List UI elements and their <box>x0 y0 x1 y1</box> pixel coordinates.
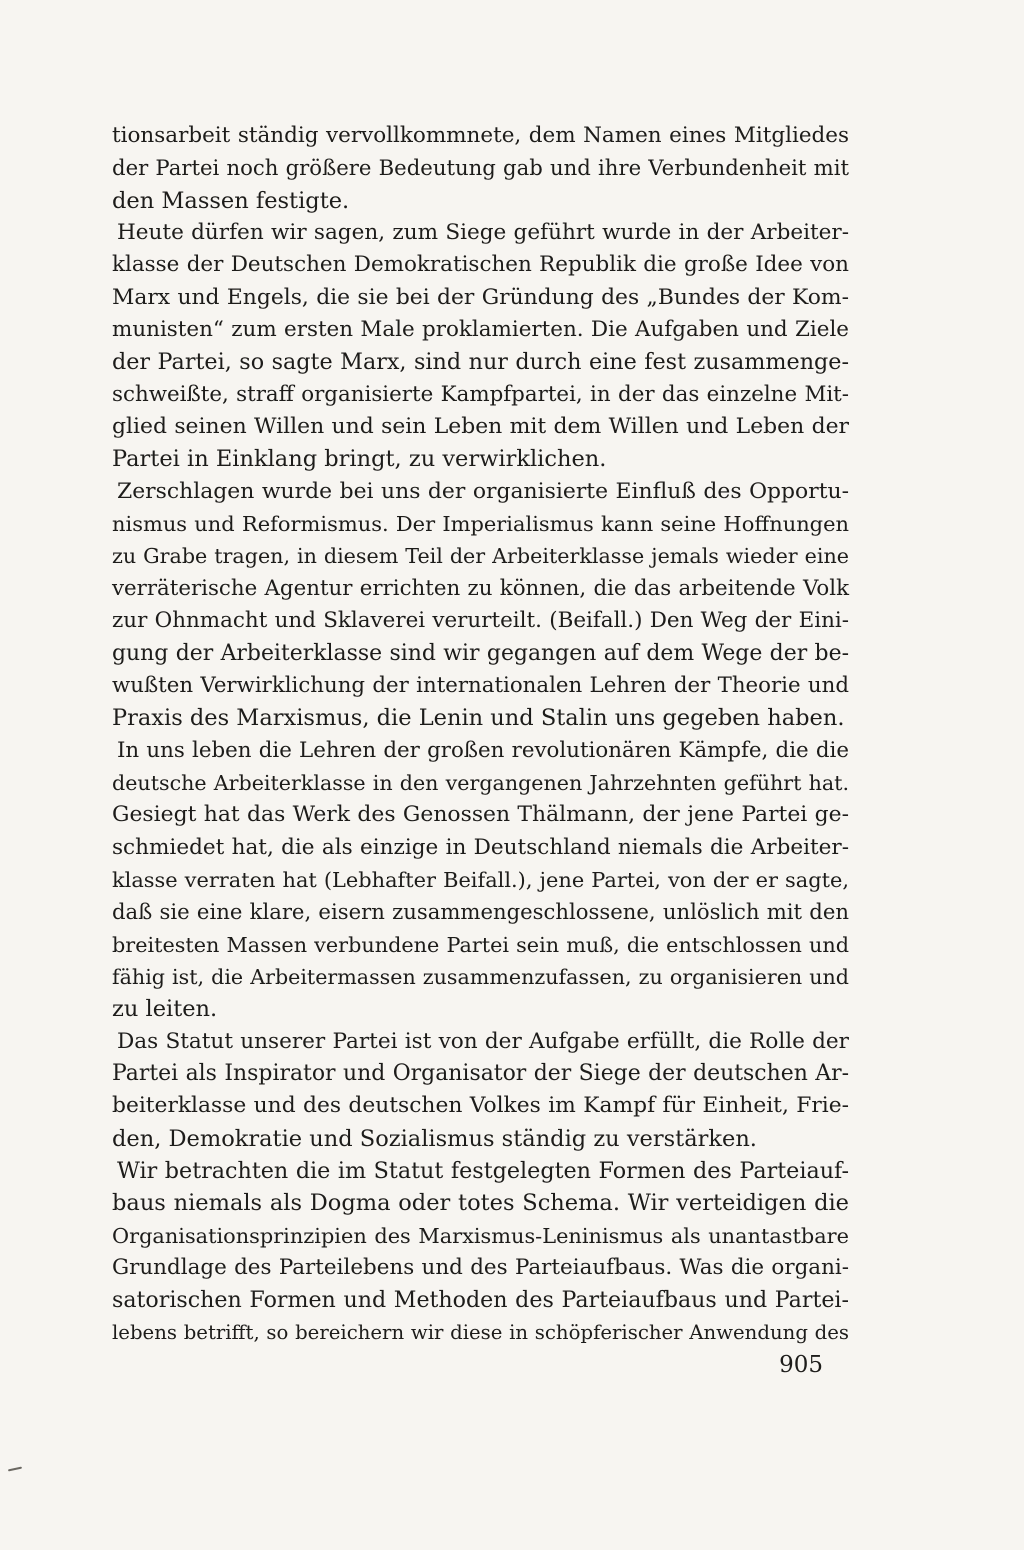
text-line: munisten“ zum ersten Male proklamierten. Die Aufgaben und Ziele <box>112 317 849 343</box>
text-line: Grundlage des Parteilebens und des Parteiaufbaus. Was die organi- <box>112 1255 849 1281</box>
text-line: Gesiegt hat das Werk des Genossen Thälmann, der jene Partei ge- <box>112 802 849 828</box>
paragraph <box>112 735 849 1026</box>
text-line: nismus und Reformismus. Der Imperialismus kann seine Hoffnungen <box>112 512 849 537</box>
text-line: Organisationsprinzipien des Marxismus-Leninismus als unantastbare <box>112 1223 849 1248</box>
paragraph <box>112 1155 849 1349</box>
text-line: In uns leben die Lehren der großen revolutionären Kämpfe, die die <box>117 737 849 763</box>
text-line: der Partei, so sagte Marx, sind nur durch eine fest zusammenge- <box>112 349 849 376</box>
text-line: breitesten Massen verbundene Partei sein muß, die entschlossen und <box>112 932 849 957</box>
page-number: 905 <box>779 1352 823 1378</box>
text-line: Praxis des Marxismus, die Lenin und Stalin uns gegeben haben. <box>112 705 845 732</box>
text-line: klasse der Deutschen Demokratischen Republik die große Idee von <box>112 252 849 278</box>
text-line: lebens betrifft, so bereichern wir diese in schöpferischer Anwendung des <box>112 1320 849 1344</box>
text-line: Partei in Einklang bringt, zu verwirklichen. <box>112 446 607 473</box>
text-line: zu Grabe tragen, in diesem Teil der Arbeiterklasse jemals wieder eine <box>112 544 849 569</box>
paragraph <box>112 476 849 735</box>
text-line: daß sie eine klare, eisern zusammengeschlossene, unlöslich mit den <box>112 899 849 925</box>
text-line: verräterische Agentur errichten zu können, die das arbeitende Volk <box>112 575 849 601</box>
text-line: tionsarbeit ständig vervollkommnete, dem Namen eines Mitgliedes <box>112 123 849 148</box>
text-line: Das Statut unserer Partei ist von der Aufgabe erfüllt, die Rolle der <box>117 1028 849 1054</box>
text-line: beiterklasse und des deutschen Volkes im Kampf für Einheit, Frie- <box>112 1093 849 1119</box>
text-line: fähig ist, die Arbeitermassen zusammenzufassen, zu organisieren und <box>112 964 849 989</box>
text-line: Partei als Inspirator und Organisator der Siege der deutschen Ar- <box>112 1060 849 1086</box>
text-line: Marx und Engels, die sie bei der Gründung des „Bundes der Kom- <box>112 284 849 310</box>
text-line: den, Demokratie und Sozialismus ständig zu verstärken. <box>112 1125 757 1152</box>
text-line: gung der Arbeiterklasse sind wir gegangen auf dem Wege der be- <box>112 640 849 666</box>
paragraph <box>112 1026 849 1155</box>
paragraph <box>112 217 849 476</box>
paragraph <box>112 120 849 217</box>
body-text <box>112 120 849 1349</box>
text-line: baus niemals als Dogma oder totes Schema. Wir verteidigen die <box>112 1190 849 1217</box>
text-line: wußten Verwirklichung der internationalen Lehren der Theorie und <box>112 672 849 698</box>
text-line: deutsche Arbeiterklasse in den vergangenen Jahrzehnten geführt hat. <box>112 770 849 795</box>
text-line: zu leiten. <box>112 996 218 1023</box>
text-line: satorischen Formen und Methoden des Parteiaufbaus und Partei- <box>112 1287 849 1314</box>
text-line: der Partei noch größere Bedeutung gab und ihre Verbundenheit mit <box>112 155 849 181</box>
text-line: Wir betrachten die im Statut festgelegten Formen des Parteiauf- <box>117 1158 849 1184</box>
text-line: Heute dürfen wir sagen, zum Siege geführt wurde in der Arbeiter- <box>117 220 849 246</box>
text-line: schweißte, straff organisierte Kampfpartei, in der das einzelne Mit- <box>112 381 849 407</box>
text-line: glied seinen Willen und sein Leben mit dem Willen und Leben der <box>112 414 849 440</box>
text-line: schmiedet hat, die als einzige in Deutschland niemals die Arbeiter- <box>112 834 849 860</box>
text-line: Zerschlagen wurde bei uns der organisierte Einfluß des Opportu- <box>117 478 849 504</box>
text-line: zur Ohnmacht und Sklaverei verurteilt. (Beifall.) Den Weg der Eini- <box>112 608 849 634</box>
scan-mark <box>8 1467 22 1472</box>
text-line: den Massen festigte. <box>112 187 350 214</box>
text-line: klasse verraten hat (Lebhafter Beifall.), jene Partei, von der er sagte, <box>112 867 849 892</box>
